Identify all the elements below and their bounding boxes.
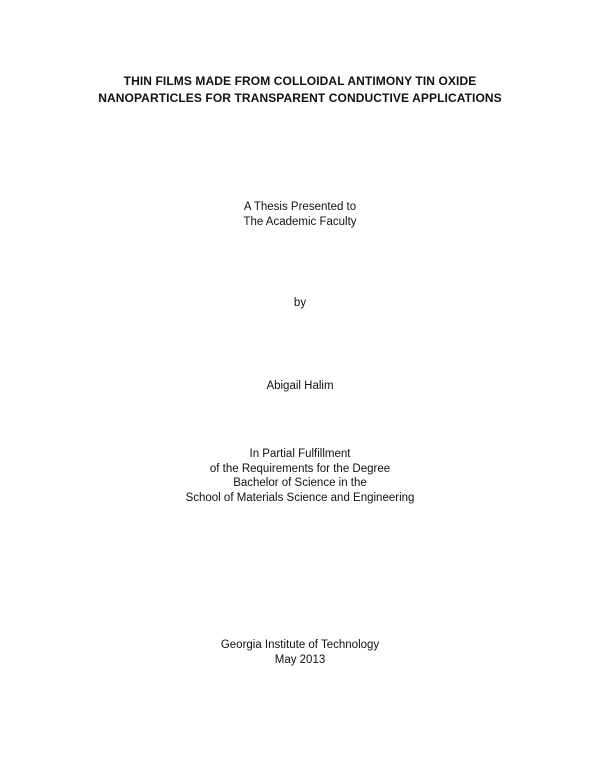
fulfillment-line-3: Bachelor of Science in the bbox=[233, 477, 367, 489]
thesis-title-line-2: NANOPARTICLES FOR TRANSPARENT CONDUCTIVE APPLICATIONS bbox=[98, 91, 502, 105]
author bbox=[0, 379, 600, 394]
fulfillment-line-2: of the Requirements for the Degree bbox=[209, 462, 391, 475]
thesis-title bbox=[0, 73, 600, 107]
by-label bbox=[0, 296, 600, 311]
author-name: Abigail Halim bbox=[266, 380, 334, 392]
degree-fulfillment bbox=[0, 447, 600, 505]
presented-to-line-1: A Thesis Presented to bbox=[243, 201, 357, 213]
presented-to bbox=[0, 200, 600, 229]
submission-date: May 2013 bbox=[274, 653, 326, 666]
thesis-title-line-1: THIN FILMS MADE FROM COLLOIDAL ANTIMONY TIN OXIDE bbox=[123, 74, 477, 88]
institution-name: Georgia Institute of Technology bbox=[220, 639, 380, 651]
by-text: by bbox=[293, 297, 307, 309]
fulfillment-line-1: In Partial Fulfillment bbox=[249, 448, 351, 460]
presented-to-line-2: The Academic Faculty bbox=[243, 215, 357, 228]
institution-info bbox=[0, 638, 600, 667]
fulfillment-line-4: School of Materials Science and Engineering bbox=[185, 491, 415, 504]
